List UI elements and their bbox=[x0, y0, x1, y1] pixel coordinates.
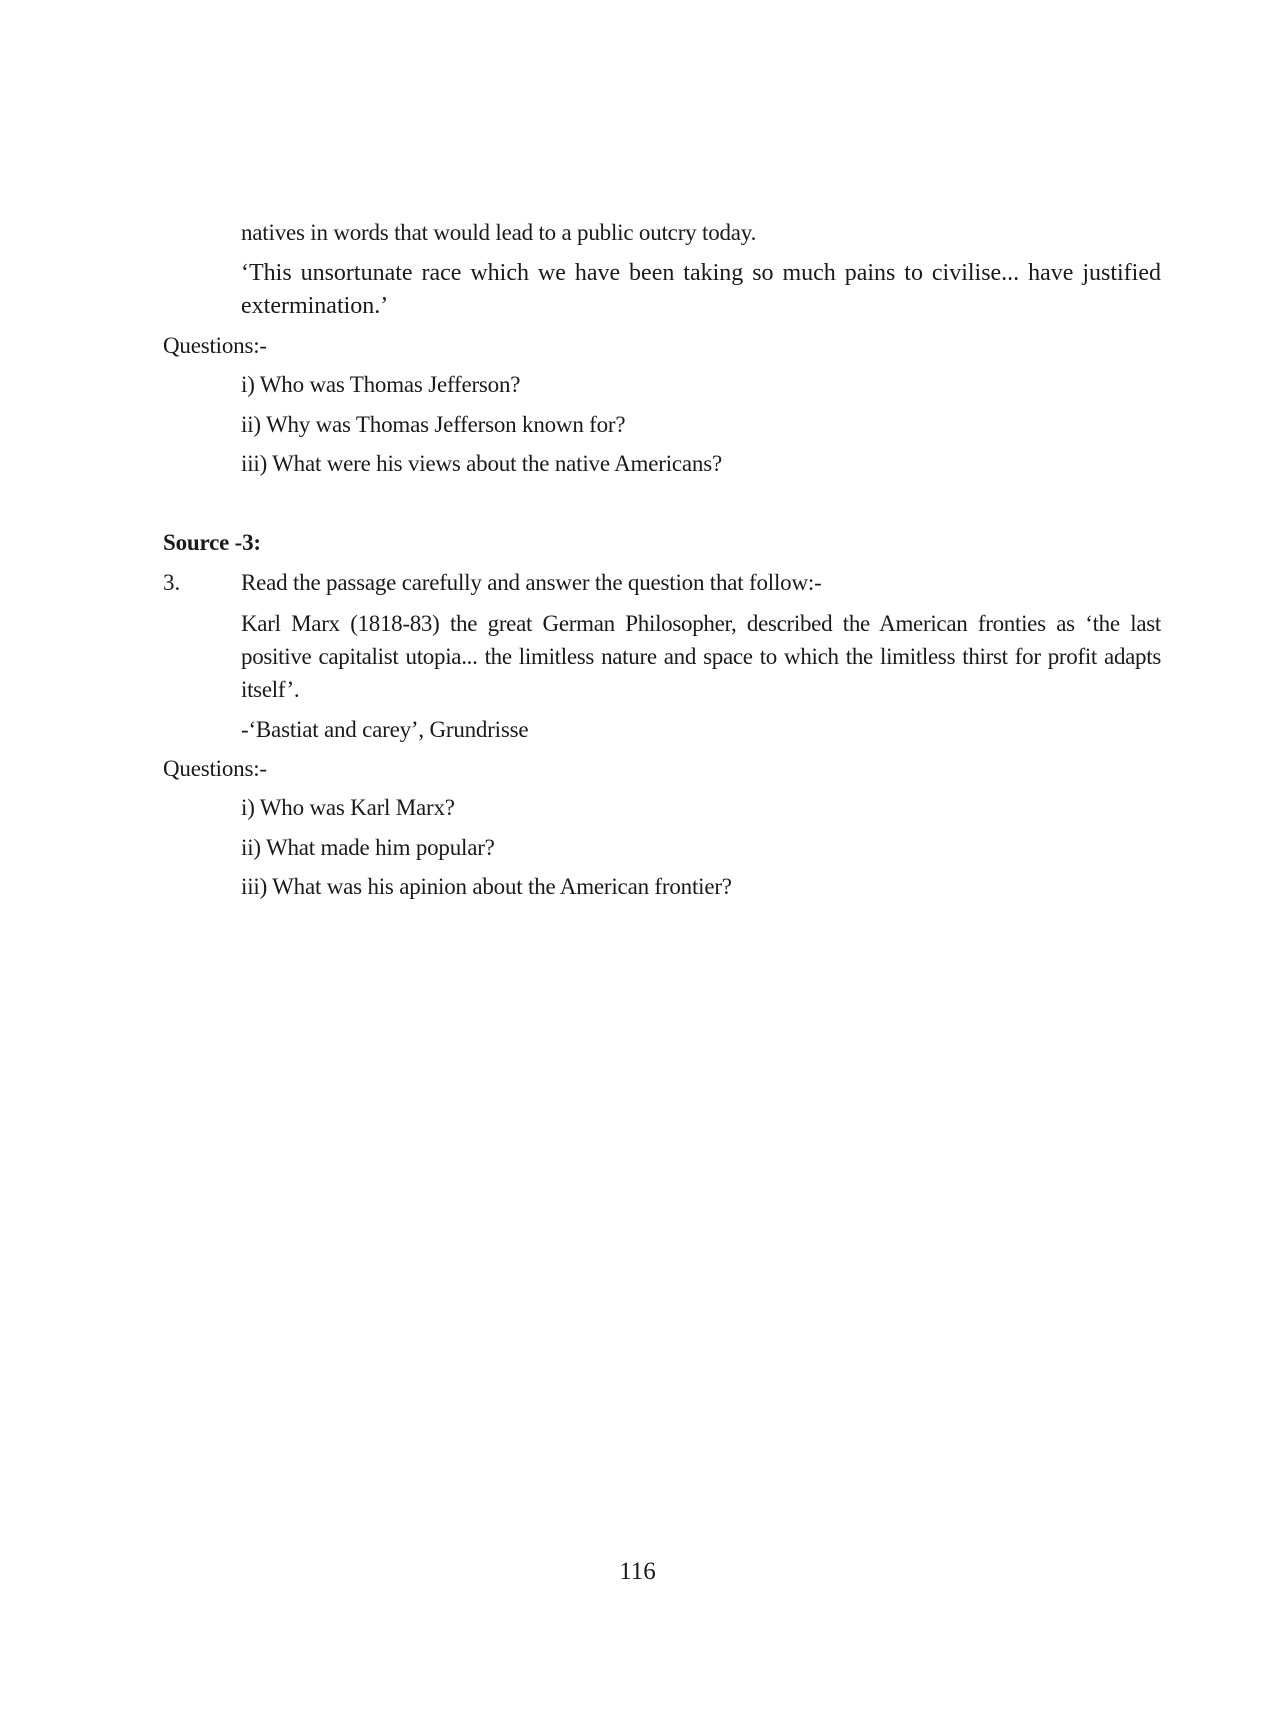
source3-questions-heading: Questions:- bbox=[163, 756, 267, 781]
source3-number: 3. bbox=[163, 570, 181, 595]
source2-questions-heading: Questions:- bbox=[163, 333, 267, 358]
source3-question-1: i) Who was Karl Marx? bbox=[241, 795, 455, 820]
source2-question-1: i) Who was Thomas Jefferson? bbox=[241, 372, 521, 397]
source3-citation: -‘Bastiat and carey’, Grundrisse bbox=[241, 717, 529, 742]
source3-passage: Karl Marx (1818-83) the great German Philosopher, described the American fronties as ‘the last positive capitalist utopia... the limitless nature and space to which the limitless thirst for profit adapts itself’. bbox=[241, 611, 1161, 702]
source3-instruction: Read the passage carefully and answer the question that follow:- bbox=[241, 570, 822, 595]
source2-question-3: iii) What were his views about the native Americans? bbox=[241, 451, 722, 476]
source3-question-3: iii) What was his apinion about the American frontier? bbox=[241, 874, 732, 899]
source3-heading: Source -3: bbox=[163, 530, 261, 555]
page-number: 116 bbox=[619, 1558, 656, 1585]
source2-quote: ‘This unsortunate race which we have been taking so much pains to civilise... have justified extermination.’ bbox=[241, 260, 1161, 319]
source2-question-2: ii) Why was Thomas Jefferson known for? bbox=[241, 412, 626, 437]
source3-question-2: ii) What made him popular? bbox=[241, 835, 495, 860]
source2-continuation: natives in words that would lead to a public outcry today. bbox=[241, 220, 757, 245]
